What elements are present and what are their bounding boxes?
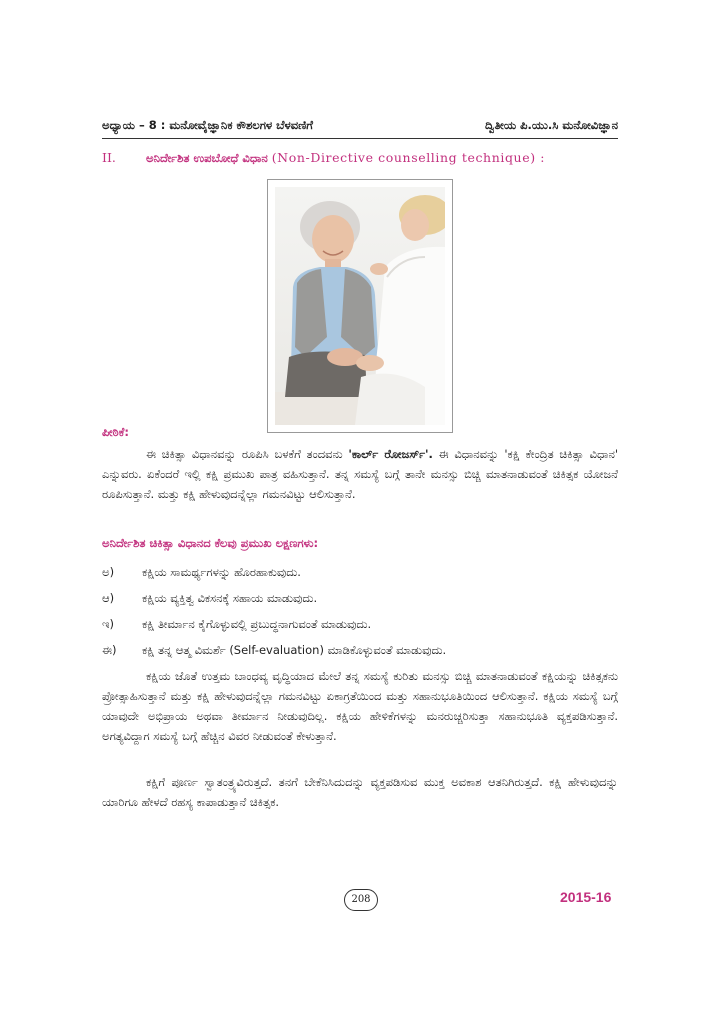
features-label: ಅನಿರ್ದೇಶಿತ ಚಿಕಿತ್ಸಾ ವಿಧಾನದ ಕೆಲವು ಪ್ರಮುಖ ಲಕ್ಷಣಗಳು:	[102, 536, 319, 550]
paragraph-rapport: ಕಕ್ಷಿಯ ಜೊತೆ ಉತ್ತಮ ಬಾಂಧವ್ಯ ವೃದ್ಧಿಯಾದ ಮೇಲೆ ತನ್ನ ಸಮಸ್ಯೆ ಕುರಿತು ಮನಸ್ಸು ಬಿಚ್ಚಿ ಮಾತನಾಡುವಂತೆ ಕಕ್ಷಿಯನ್ನು ಚಿಕಿತ್ಸಕನು ಪ್ರೋತ್ಸಾಹಿಸುತ್ತಾನೆ ಮತ್ತು ಕಕ್ಷಿ ಹೇಳುವುದನ್ನೆಲ್ಲಾ ಗಮನವಿಟ್ಟು ಏಕಾಗ್ರತೆಯಿಂದ ಮತ್ತು ಸಹಾನುಭೂತಿಯಿಂದ ಆಲಿಸುತ್ತಾನೆ. ಕಕ್ಷಿಯ ಸಮಸ್ಯೆ ಬಗ್ಗೆ ಯಾವುದೇ ಅಭಿಪ್ರಾಯ ಅಥವಾ ತೀರ್ಮಾನ ನೀಡುವುದಿಲ್ಲ. ಕಕ್ಷಿಯ ಹೇಳಿಕೆಗಳನ್ನು ಮನರುಚ್ಚರಿಸುತ್ತಾ ಸಹಾನುಭೂತಿ ವ್ಯಕ್ತಪಡಿಸುತ್ತಾನೆ. ಅಗತ್ಯವಿದ್ದಾಗ ಸಮಸ್ಯೆ ಬಗ್ಗೆ ಹೆಚ್ಚಿನ ವಿವರ ನೀಡುವಂತೆ ಕೇಳುತ್ತಾನೆ.	[102, 669, 618, 743]
page-number: 208	[344, 889, 378, 911]
list-item	[102, 640, 618, 660]
header-chapter: ಅಧ್ಯಾಯ – 8 : ಮನೋವೈಜ್ಞಾನಿಕ ಕೌಶಲಗಳ ಬೆಳವಣಿಗೆ	[102, 118, 313, 132]
counselling-photo	[275, 187, 445, 425]
intro-text-after: ಈ ವಿಧಾನವನ್ನು 'ಕಕ್ಷಿ ಕೇಂದ್ರಿತ ಚಿಕಿತ್ಸಾ ವಿಧಾನ' ಎನ್ನುವರು. ಏಕೆಂದರೆ ಇಲ್ಲಿ ಕಕ್ಷಿ ಪ್ರಮುಖ ಪಾತ್ರ ವಹಿಸುತ್ತಾನೆ. ತನ್ನ ಸಮಸ್ಯೆ ಬಗ್ಗೆ ತಾನೇ ಮನಸ್ಸು ಬಿಚ್ಚಿ ಮಾತನಾಡುವಂತೆ ಚಿಕಿತ್ಸಕ ಯೋಜನೆ ರೂಪಿಸುತ್ತಾನೆ. ಮತ್ತು ಕಕ್ಷಿ ಹೇಳುವುದನ್ನೆಲ್ಲಾ ಗಮನವಿಟ್ಟು ಆಲಿಸುತ್ತಾನೆ.	[102, 447, 618, 501]
section-number: II.	[102, 150, 116, 165]
list-marker: ಅ)	[102, 565, 115, 579]
intro-paragraph	[102, 444, 618, 504]
intro-label: ಪೀಠಿಕೆ:	[102, 425, 129, 439]
list-item	[102, 562, 618, 582]
header-divider	[102, 138, 618, 139]
paragraph-freedom: ಕಕ್ಷಿಗೆ ಪೂರ್ಣ ಸ್ವಾತಂತ್ರ್ಯವಿರುತ್ತದೆ. ತನಗೆ ಬೇಕೆನಿಸಿದುದನ್ನು ವ್ಯಕ್ತಪಡಿಸುವ ಮುಕ್ತ ಅವಕಾಶ ಆತನಿಗಿರುತ್ತದೆ. ಕಕ್ಷಿ ಹೇಳುವುದನ್ನು ಯಾರಿಗೂ ಹೇಳದೆ ರಹಸ್ಯ ಕಾಪಾಡುತ್ತಾನೆ ಚಿಕಿತ್ಸಕ.	[102, 775, 618, 809]
photo-frame	[267, 179, 453, 433]
list-text: ಕಕ್ಷಿಯ ವ್ಯಕ್ತಿತ್ವ ವಿಕಸನಕ್ಕೆ ಸಹಾಯ ಮಾಡುವುದು.	[142, 591, 318, 605]
list-item	[102, 588, 618, 608]
header-book: ದ್ವಿತೀಯ ಪಿ.ಯು.ಸಿ ಮನೋವಿಜ್ಞಾನ	[484, 118, 618, 132]
edition-year: 2015-16	[560, 889, 612, 905]
section-heading	[102, 150, 618, 166]
list-item	[102, 614, 618, 634]
section-title-english: (Non-Directive counselling technique) :	[271, 150, 546, 165]
list-text: ಕಕ್ಷಿಯ ಸಾಮರ್ಥ್ಯಗಳನ್ನು ಹೊರಹಾಕುವುದು.	[142, 565, 301, 579]
section-title-kannada: ಅನಿರ್ದೇಶಿತ ಉಪಬೋಧೆ ವಿಧಾನ	[146, 151, 268, 165]
list-marker: ಇ)	[102, 617, 114, 631]
running-header	[102, 118, 618, 133]
intro-text-before: ಈ ಚಿಕಿತ್ಸಾ ವಿಧಾನವನ್ನು ರೂಪಿಸಿ ಬಳಕೆಗೆ ತಂದವನು	[146, 447, 349, 461]
intro-name: 'ಕಾರ್ಲ್ ರೋಜರ್ಸ್'.	[348, 447, 433, 461]
list-marker: ಆ)	[102, 591, 115, 605]
list-text: ಕಕ್ಷಿ ತನ್ನ ಆತ್ಮ ವಿಮರ್ಶೆ (Self-evaluation) ಮಾಡಿಕೊಳ್ಳುವಂತೆ ಮಾಡುವುದು.	[142, 643, 447, 657]
list-marker: ಈ)	[102, 643, 117, 657]
list-text: ಕಕ್ಷಿ ತೀರ್ಮಾನ ಕೈಗೊಳ್ಳುವಲ್ಲಿ ಪ್ರಬುದ್ಧನಾಗುವಂತೆ ಮಾಡುವುದು.	[142, 617, 372, 631]
